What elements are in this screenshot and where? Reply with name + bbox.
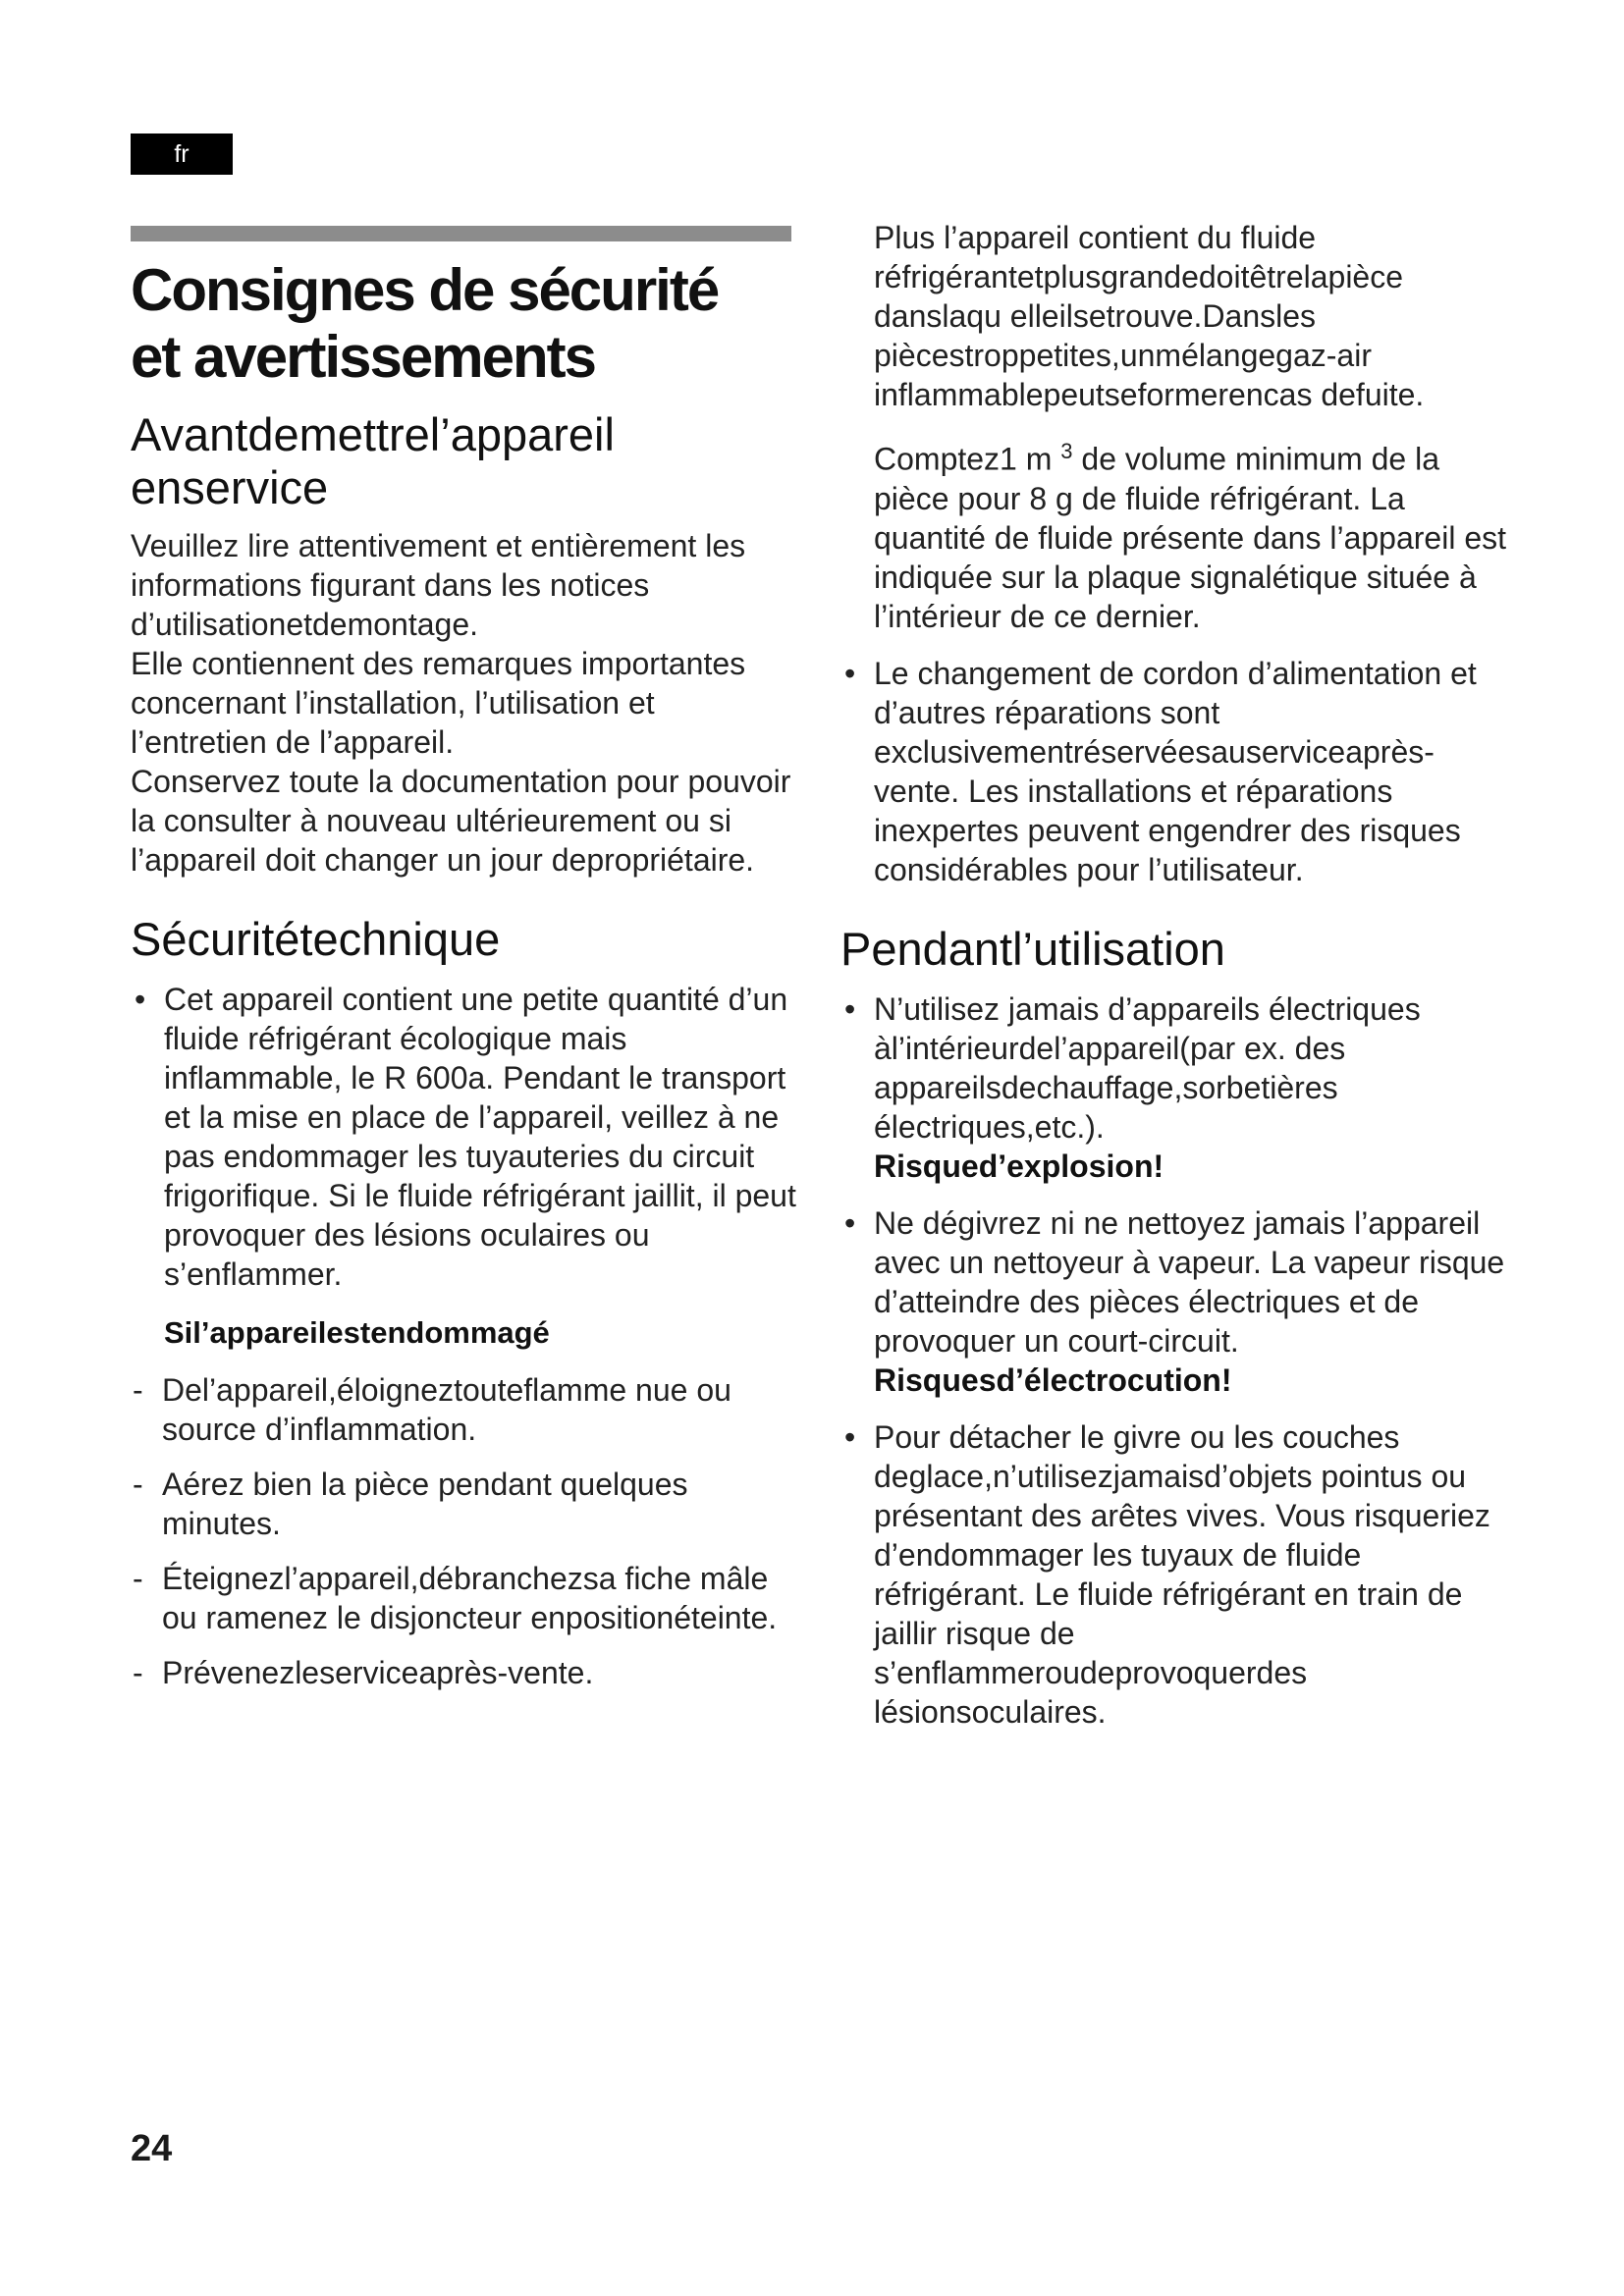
volume-text-start: Comptez1 m <box>874 441 1053 477</box>
title-line-1: Consignes de sécurité <box>131 257 719 323</box>
repair-list <box>840 654 1508 889</box>
heading-securite-technique: Sécuritétechnique <box>131 913 501 965</box>
intro-paragraph: Veuillez lire attentivement et entièrement les informations figurant dans les notices d’utilisationetdemontage. <box>131 528 746 642</box>
content-paragraph: Elle contiennent des remarques importantes concernant l’installation, l’utilisation et l’entretien de l’appareil. <box>131 646 746 760</box>
explosion-warning: Risqued’explosion! <box>874 1148 1164 1184</box>
heading-line-1: Avantdemettrel’appareil <box>131 408 615 460</box>
page-title <box>131 257 798 391</box>
superscript: 3 <box>1060 439 1073 463</box>
electrocution-warning: Risquesd’électrocution! <box>874 1362 1232 1398</box>
room-size-paragraph: Plus l’appareil contient du fluide réfrigérantetplusgrandedoitêtrelapièce danslaqu elleilsetrouve.Dansles piècestroppetites,unmélangegaz-air inflammablepeutseformerencas defuite. <box>874 220 1425 412</box>
usage-text: Ne dégivrez ni ne nettoyez jamais l’appareil avec un nettoyeur à vapeur. La vapeur risque d’atteindre des pièces électriques et de provoquer un court-circuit. <box>874 1204 1505 1359</box>
language-tab: fr <box>131 133 233 175</box>
left-column <box>131 257 798 1692</box>
heading-line-2: enservice <box>131 461 329 513</box>
title-line-2: et avertissements <box>131 324 595 390</box>
volume-paragraph <box>840 432 1508 636</box>
heading-avant-mise-en-service <box>131 408 798 514</box>
page-number: 24 <box>131 2128 173 2169</box>
list-item <box>840 1203 1508 1400</box>
right-column <box>840 218 1508 1732</box>
heading-pendant-utilisation: Pendantl’utilisation <box>840 922 1225 975</box>
usage-list <box>840 989 1508 1732</box>
keep-docs-paragraph: Conservez toute la documentation pour pouvoir la consulter à nouveau ultérieurement ou si l’appareil doit changer un jour depropriétaire. <box>131 764 791 878</box>
technical-safety-list <box>131 980 798 1294</box>
list-item: - Prévenezleserviceaprès-vente. <box>131 1653 798 1692</box>
list-item: • Pour détacher le givre ou les couches deglace,n’utilisezjamaisd’objets pointus ou présentant des arêtes vives. Vous risqueriez d’endommager les tuyaux de fluide réfrigérant. Le fluide réfrigérant en train de jaillir risque de s’enflammeroudeprovoquerdes lésionsoculaires. <box>840 1417 1508 1732</box>
list-item: - Éteignezl’appareil,débranchezsa fiche mâle ou ramenez le disjoncteur enpositionéteinte. <box>131 1559 798 1637</box>
damaged-subheading: Sil’appareilestendommagé <box>164 1315 550 1350</box>
list-item: - Aérez bien la pièce pendant quelques minutes. <box>131 1465 798 1543</box>
list-item: • Le changement de cordon d’alimentation et d’autres réparations sont exclusivementréservéesauserviceaprès-vente. Les installations et réparations inexpertes peuvent engendrer des risques considérables pour l’utilisateur. <box>840 654 1508 889</box>
list-item: • Cet appareil contient une petite quantité d’un fluide réfrigérant écologique mais inflammable, le R 600a. Pendant le transport et la mise en place de l’appareil, veillez à ne pas endommager les tuyauteries du circuit frigorifique. Si le fluide réfrigérant jaillit, il peut provoquer des lésions oculaires ou s’enflammer. <box>131 980 798 1294</box>
usage-text: N’utilisez jamais d’appareils électriques àl’intérieurdel’appareil(par ex. des appareilsdechauffage,sorbetières électriques,etc.). <box>874 990 1421 1145</box>
title-rule <box>131 226 791 241</box>
damaged-steps-list <box>131 1370 798 1692</box>
list-item: - Del’appareil,éloigneztouteflamme nue ou source d’inflammation. <box>131 1370 798 1449</box>
volume-text-end: de volume minimum de la pièce pour 8 g de fluide réfrigérant. La quantité de fluide présente dans l’appareil est indiquée sur la plaque signalétique située à l’intérieur de ce dernier. <box>874 441 1506 634</box>
list-item <box>840 989 1508 1186</box>
